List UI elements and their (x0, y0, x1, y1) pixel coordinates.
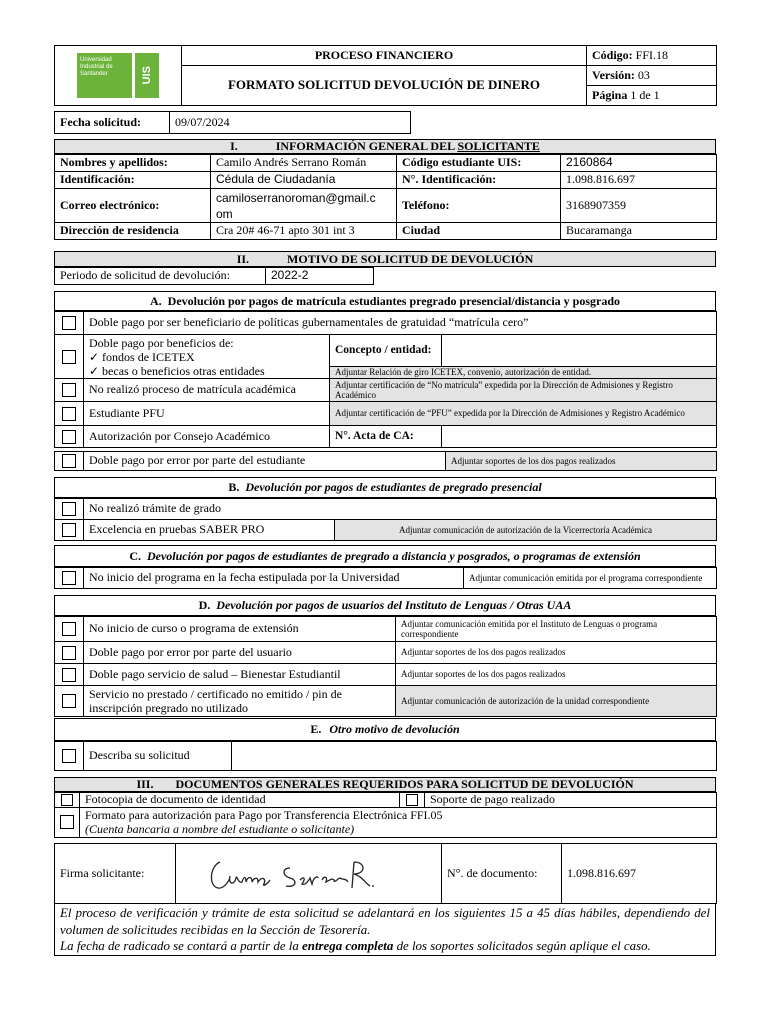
section-a-header (54, 291, 716, 311)
section-1-number: I. (230, 139, 238, 153)
code-cell (587, 46, 717, 66)
checkbox-cell (55, 426, 84, 448)
name-field[interactable]: Camilo Andrés Serrano Román (211, 155, 397, 172)
section-b-table (54, 498, 717, 541)
option-course-not-started: No inicio de curso o programa de extensión (84, 617, 396, 642)
checkbox-program-not-started[interactable] (62, 571, 76, 585)
checkbox-cell (400, 793, 425, 808)
section-e-table (54, 741, 717, 771)
section-a-title: Devolución por pagos de matrícula estudiantes pregrado presencial/distancia y posgrado (167, 293, 621, 308)
student-code-field[interactable]: 2160864 (561, 155, 717, 172)
concept-field[interactable] (442, 335, 717, 367)
option-pfu: Estudiante PFU (84, 402, 330, 426)
transfer-form-line2: (Cuenta bancaria a nombre del estudiante o solicitante) (85, 822, 355, 837)
notice-line-1: El proceso de verificación y trámite de esta solicitud se adelantará en los siguientes 15 a 45 días hábiles, dependiendo del volumen de solicitudes recibidas en la Sección de Tesorería. (60, 906, 710, 937)
transfer-form-line1: Formato para autorización para Pago por Transferencia Electrónica FFI.05 (85, 808, 443, 823)
section-c-header (54, 545, 716, 567)
section-d-letter: D. (198, 598, 211, 612)
period-table (54, 267, 717, 285)
signature-doc-label: N°. de documento: (442, 844, 562, 904)
service-not-provided-line1: Servicio no prestado / certificado no emitido / pin de (89, 687, 342, 701)
name-label: Nombres y apellidos: (55, 155, 211, 172)
process-title: PROCESO FINANCIERO (182, 46, 587, 66)
phone-label: Teléfono: (397, 189, 561, 223)
id-number-field[interactable]: 1.098.816.697 (561, 172, 717, 189)
form-title: FORMATO SOLICITUD DEVOLUCIÓN DE DINERO (182, 66, 587, 106)
program-not-started-note: Adjuntar comunicación emitida por el programa correspondiente (464, 568, 717, 589)
email-label: Correo electrónico: (55, 189, 211, 223)
notice-line-2-bold: entrega completa (302, 939, 394, 953)
checkbox-cell (55, 520, 84, 541)
signature-label: Firma solicitante: (55, 844, 176, 904)
checkbox-cell (55, 312, 84, 335)
handwritten-signature (206, 856, 376, 896)
notice-line-2b: de los soportes solicitados según aplique el caso. (393, 939, 651, 953)
checkbox-gratuidad[interactable] (62, 316, 76, 330)
logo-text-block (77, 53, 132, 98)
request-date-field[interactable]: 09/07/2024 (170, 112, 411, 134)
benefits-line1: Doble pago por beneficios de: (89, 336, 234, 350)
service-not-provided-note: Adjuntar comunicación de autorización de la unidad correspondiente (396, 686, 717, 717)
checkbox-cell (55, 617, 84, 642)
benefits-line2: ✓ fondos de ICETEX (89, 350, 195, 364)
uis-logo (55, 53, 181, 98)
option-benefits (84, 335, 330, 379)
checkbox-cell (55, 379, 84, 402)
checkbox-transfer-form[interactable] (60, 815, 74, 829)
checkbox-service-not-provided[interactable] (62, 694, 76, 708)
section-d-header (54, 595, 716, 616)
option-health-service: Doble pago servicio de salud – Bienestar Estudiantil (84, 664, 396, 686)
user-error-note: Adjuntar soportes de los dos pagos realizados (396, 642, 717, 664)
checkbox-cell (55, 499, 84, 520)
checkbox-student-error[interactable] (62, 454, 76, 468)
id-type-field[interactable]: Cédula de Ciudadanía (211, 172, 397, 189)
option-service-not-provided (84, 686, 396, 717)
section-3-header (54, 777, 716, 792)
logo-mark (135, 53, 159, 98)
checkbox-cell (55, 568, 84, 589)
benefits-note: Adjuntar Relación de giro ICETEX, convenio, autorización de entidad. (330, 366, 717, 378)
section-3-number: III. (136, 777, 154, 791)
option-student-error: Doble pago por error por parte del estudiante (84, 452, 446, 471)
option-other-reason: Describa su solicitud (84, 742, 232, 771)
no-enrollment-note: Adjuntar certificación de “No matrícula” expedida por la Dirección de Admisiones y Registro Académico (330, 379, 717, 402)
section-e-header (54, 718, 716, 741)
course-not-started-note: Adjuntar comunicación emitida por el Instituto de Lenguas o programa correspondiente (396, 617, 717, 642)
checkbox-cell (55, 807, 80, 837)
option-gratuidad: Doble pago por ser beneficiario de políticas gubernamentales de gratuidad “matrícula cero” (84, 312, 717, 335)
notice-line-2a: La fecha de radicado se contará a partir de la (60, 939, 303, 953)
code-label: Código: (592, 47, 633, 62)
period-field[interactable]: 2022-2 (266, 268, 374, 285)
processing-notice (54, 904, 716, 956)
signature-field[interactable] (176, 844, 442, 904)
page-label: Página (592, 87, 628, 102)
checkbox-user-error[interactable] (62, 646, 76, 660)
version-label: Versión: (592, 67, 635, 82)
option-saber-pro: Excelencia en pruebas SABER PRO (84, 520, 335, 541)
address-label: Dirección de residencia (55, 223, 211, 240)
section-a-letter: A. (149, 293, 162, 308)
doc-payment-support: Soporte de pago realizado (425, 793, 717, 808)
checkbox-no-enrollment[interactable] (62, 383, 76, 397)
version-cell (587, 66, 717, 86)
period-label: Periodo de solicitud de devolución: (55, 268, 266, 285)
signature-doc-field[interactable]: 1.098.816.697 (562, 844, 717, 904)
section-b-header (54, 477, 716, 498)
section-a-table (54, 311, 717, 448)
checkbox-cell (55, 642, 84, 664)
pfu-note: Adjuntar certificación de “PFU” expedida por la Dirección de Admisiones y Registro Académico (330, 402, 717, 426)
other-reason-field[interactable] (232, 742, 717, 771)
id-label: Identificación: (55, 172, 211, 189)
checkbox-course-not-started[interactable] (62, 622, 76, 636)
section-b-letter: B. (228, 480, 240, 494)
checkbox-cell (55, 742, 84, 771)
university-name: Universidad Industrial de Santander (80, 57, 113, 77)
section-c-letter: C. (129, 548, 141, 563)
phone-field[interactable]: 3168907359 (561, 189, 717, 223)
checkbox-cell (55, 793, 80, 808)
address-field[interactable]: Cra 20# 46-71 apto 301 int 3 (211, 223, 397, 240)
email-field[interactable] (211, 189, 397, 223)
logo-letters: UIS (140, 66, 153, 85)
option-user-error: Doble pago por error por parte del usuario (84, 642, 396, 664)
benefits-line3: ✓ becas o beneficios otras entidades (89, 364, 265, 378)
signature-table (54, 843, 717, 904)
checkbox-pfu[interactable] (62, 407, 76, 421)
service-not-provided-line2: inscripción pregrado no utilizado (89, 701, 248, 715)
health-service-note: Adjuntar soportes de los dos pagos realizados (396, 664, 717, 686)
option-no-graduation: No realizó trámite de grado (84, 499, 717, 520)
page-cell (587, 86, 717, 106)
checkbox-no-graduation[interactable] (62, 502, 76, 516)
section-2-title: MOTIVO DE SOLICITUD DE DEVOLUCIÓN (287, 251, 534, 266)
option-no-enrollment: No realizó proceso de matrícula académica (84, 379, 330, 402)
period-spacer (374, 268, 717, 285)
page-value: 1 de 1 (630, 87, 660, 102)
version-value: 03 (637, 67, 650, 82)
checkbox-cell (55, 664, 84, 686)
checkbox-academic-council[interactable] (62, 430, 76, 444)
checkbox-saber-pro[interactable] (62, 523, 76, 537)
option-program-not-started: No inicio del programa en la fecha estipulada por la Universidad (84, 568, 464, 589)
email-value-line1: camiloserranoroman@gmail.c (216, 190, 376, 205)
section-d-table (54, 616, 717, 717)
student-error-note: Adjuntar soportes de los dos pagos realizados (446, 452, 717, 471)
act-number-field[interactable] (442, 426, 717, 448)
section-1-title: INFORMACIÓN GENERAL DEL (275, 139, 458, 153)
code-value: FFI.18 (635, 47, 669, 62)
city-label: Ciudad (397, 223, 561, 240)
section-e-letter: E. (310, 722, 322, 736)
request-date-label: Fecha solicitud: (55, 112, 170, 134)
documents-table (54, 792, 717, 838)
section-1-title-underlined: SOLICITANTE (457, 139, 540, 153)
section-e-title: Otro motivo de devolución (329, 722, 460, 736)
header-table (54, 45, 717, 106)
section-b-title: Devolución por pagos de estudiantes de pregrado presencial (245, 480, 542, 494)
act-number-label: N°. Acta de CA: (330, 426, 442, 448)
section-2-number: II. (236, 251, 250, 266)
checkbox-cell (55, 686, 84, 717)
saber-pro-note: Adjuntar comunicación de autorización de la Vicerrectoría Académica (335, 520, 717, 541)
doc-id-copy: Fotocopia de documento de identidad (80, 793, 400, 808)
section-1-header (54, 139, 716, 154)
option-academic-council: Autorización por Consejo Académico (84, 426, 330, 448)
checkbox-health-service[interactable] (62, 668, 76, 682)
student-code-label: Código estudiante UIS: (397, 155, 561, 172)
section-a-last-row (54, 451, 717, 471)
checkbox-cell (55, 452, 84, 471)
checkbox-other-reason[interactable] (62, 749, 76, 763)
section-d-title: Devolución por pagos de usuarios del Instituto de Lenguas / Otras UAA (216, 598, 572, 612)
checkbox-cell (55, 402, 84, 426)
checkbox-payment-support[interactable] (406, 794, 418, 806)
id-number-label: N°. Identificación: (397, 172, 561, 189)
city-field[interactable]: Bucaramanga (561, 223, 717, 240)
doc-transfer-form (80, 807, 717, 837)
section-2-header (54, 251, 716, 267)
checkbox-id-copy[interactable] (61, 794, 73, 806)
section-c-title: Devolución por pagos de estudiantes de pregrado a distancia y posgrados, o programas de extensión (146, 548, 641, 563)
section-c-table (54, 567, 717, 589)
email-value-line2: om (216, 206, 233, 221)
concept-label: Concepto / entidad: (330, 335, 442, 367)
checkbox-cell (55, 335, 84, 379)
request-date-table (54, 111, 411, 134)
section-3-title: DOCUMENTOS GENERALES REQUERIDOS PARA SOLICITUD DE DEVOLUCIÓN (175, 777, 634, 791)
checkbox-benefits[interactable] (62, 350, 76, 364)
logo-cell (55, 46, 182, 106)
applicant-info-table (54, 154, 717, 240)
